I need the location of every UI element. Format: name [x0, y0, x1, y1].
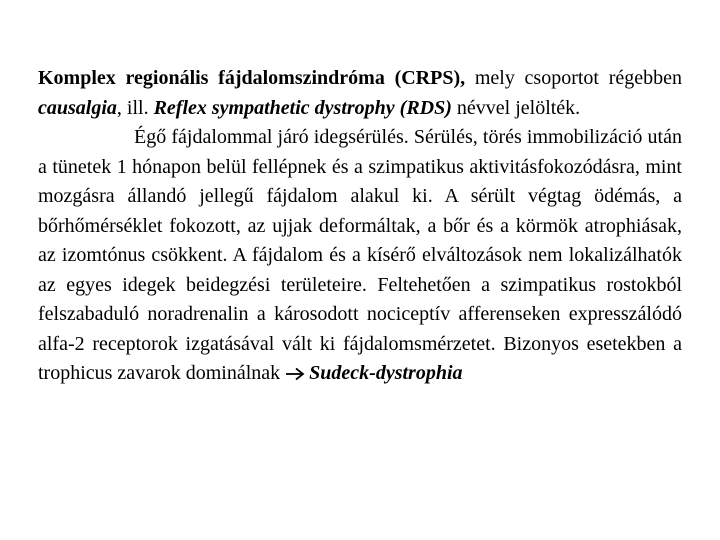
paragraph-crps-definition — [38, 64, 682, 123]
paragraph1-text-1: mely csoportot régebben — [465, 67, 683, 89]
paragraph2-text: Égő fájdalommal járó idegsérülés. Sérülés, törés immobilizáció után a tünetek 1 hónapon belül fellépnek és a szimpatikus aktivitásfokozódásra, mint mozgásra állandó jellegű fájdalom alakul ki. A sérült végtag ödémás, a bőrhőmérséklet fokozott, az ujjak deformáltak, a bőr és a körmök atrophiásak, az izomtónus csökkent. A fájdalom és a kísérő elváltozások nem lokalizálhatók az egyes idegek beidegzési területeire. Feltehetően a szimpatikus rostokból felszabaduló noradrenalin a károsodott nociceptív afferenseken expresszálódó alfa-2 receptorok izgatásával vált ki fájdalomsmérzetet. Bizonyos esetekben a trophicus zavarok dominálnak — [38, 126, 682, 384]
causalgia-term: causalgia — [38, 96, 117, 119]
paragraph-description — [38, 123, 682, 389]
crps-term: Komplex regionális fájdalomszindróma (CRPS), — [38, 67, 466, 89]
sudeck-term: Sudeck-dystrophia — [309, 362, 463, 384]
paragraph1-text-3: névvel jelölték. — [451, 96, 581, 119]
paragraph1-text-2: , ill. — [116, 96, 154, 119]
rds-term: Reflex sympathetic dystrophy (RDS) — [153, 96, 452, 119]
document-page — [38, 64, 682, 389]
right-arrow-icon — [285, 367, 307, 381]
